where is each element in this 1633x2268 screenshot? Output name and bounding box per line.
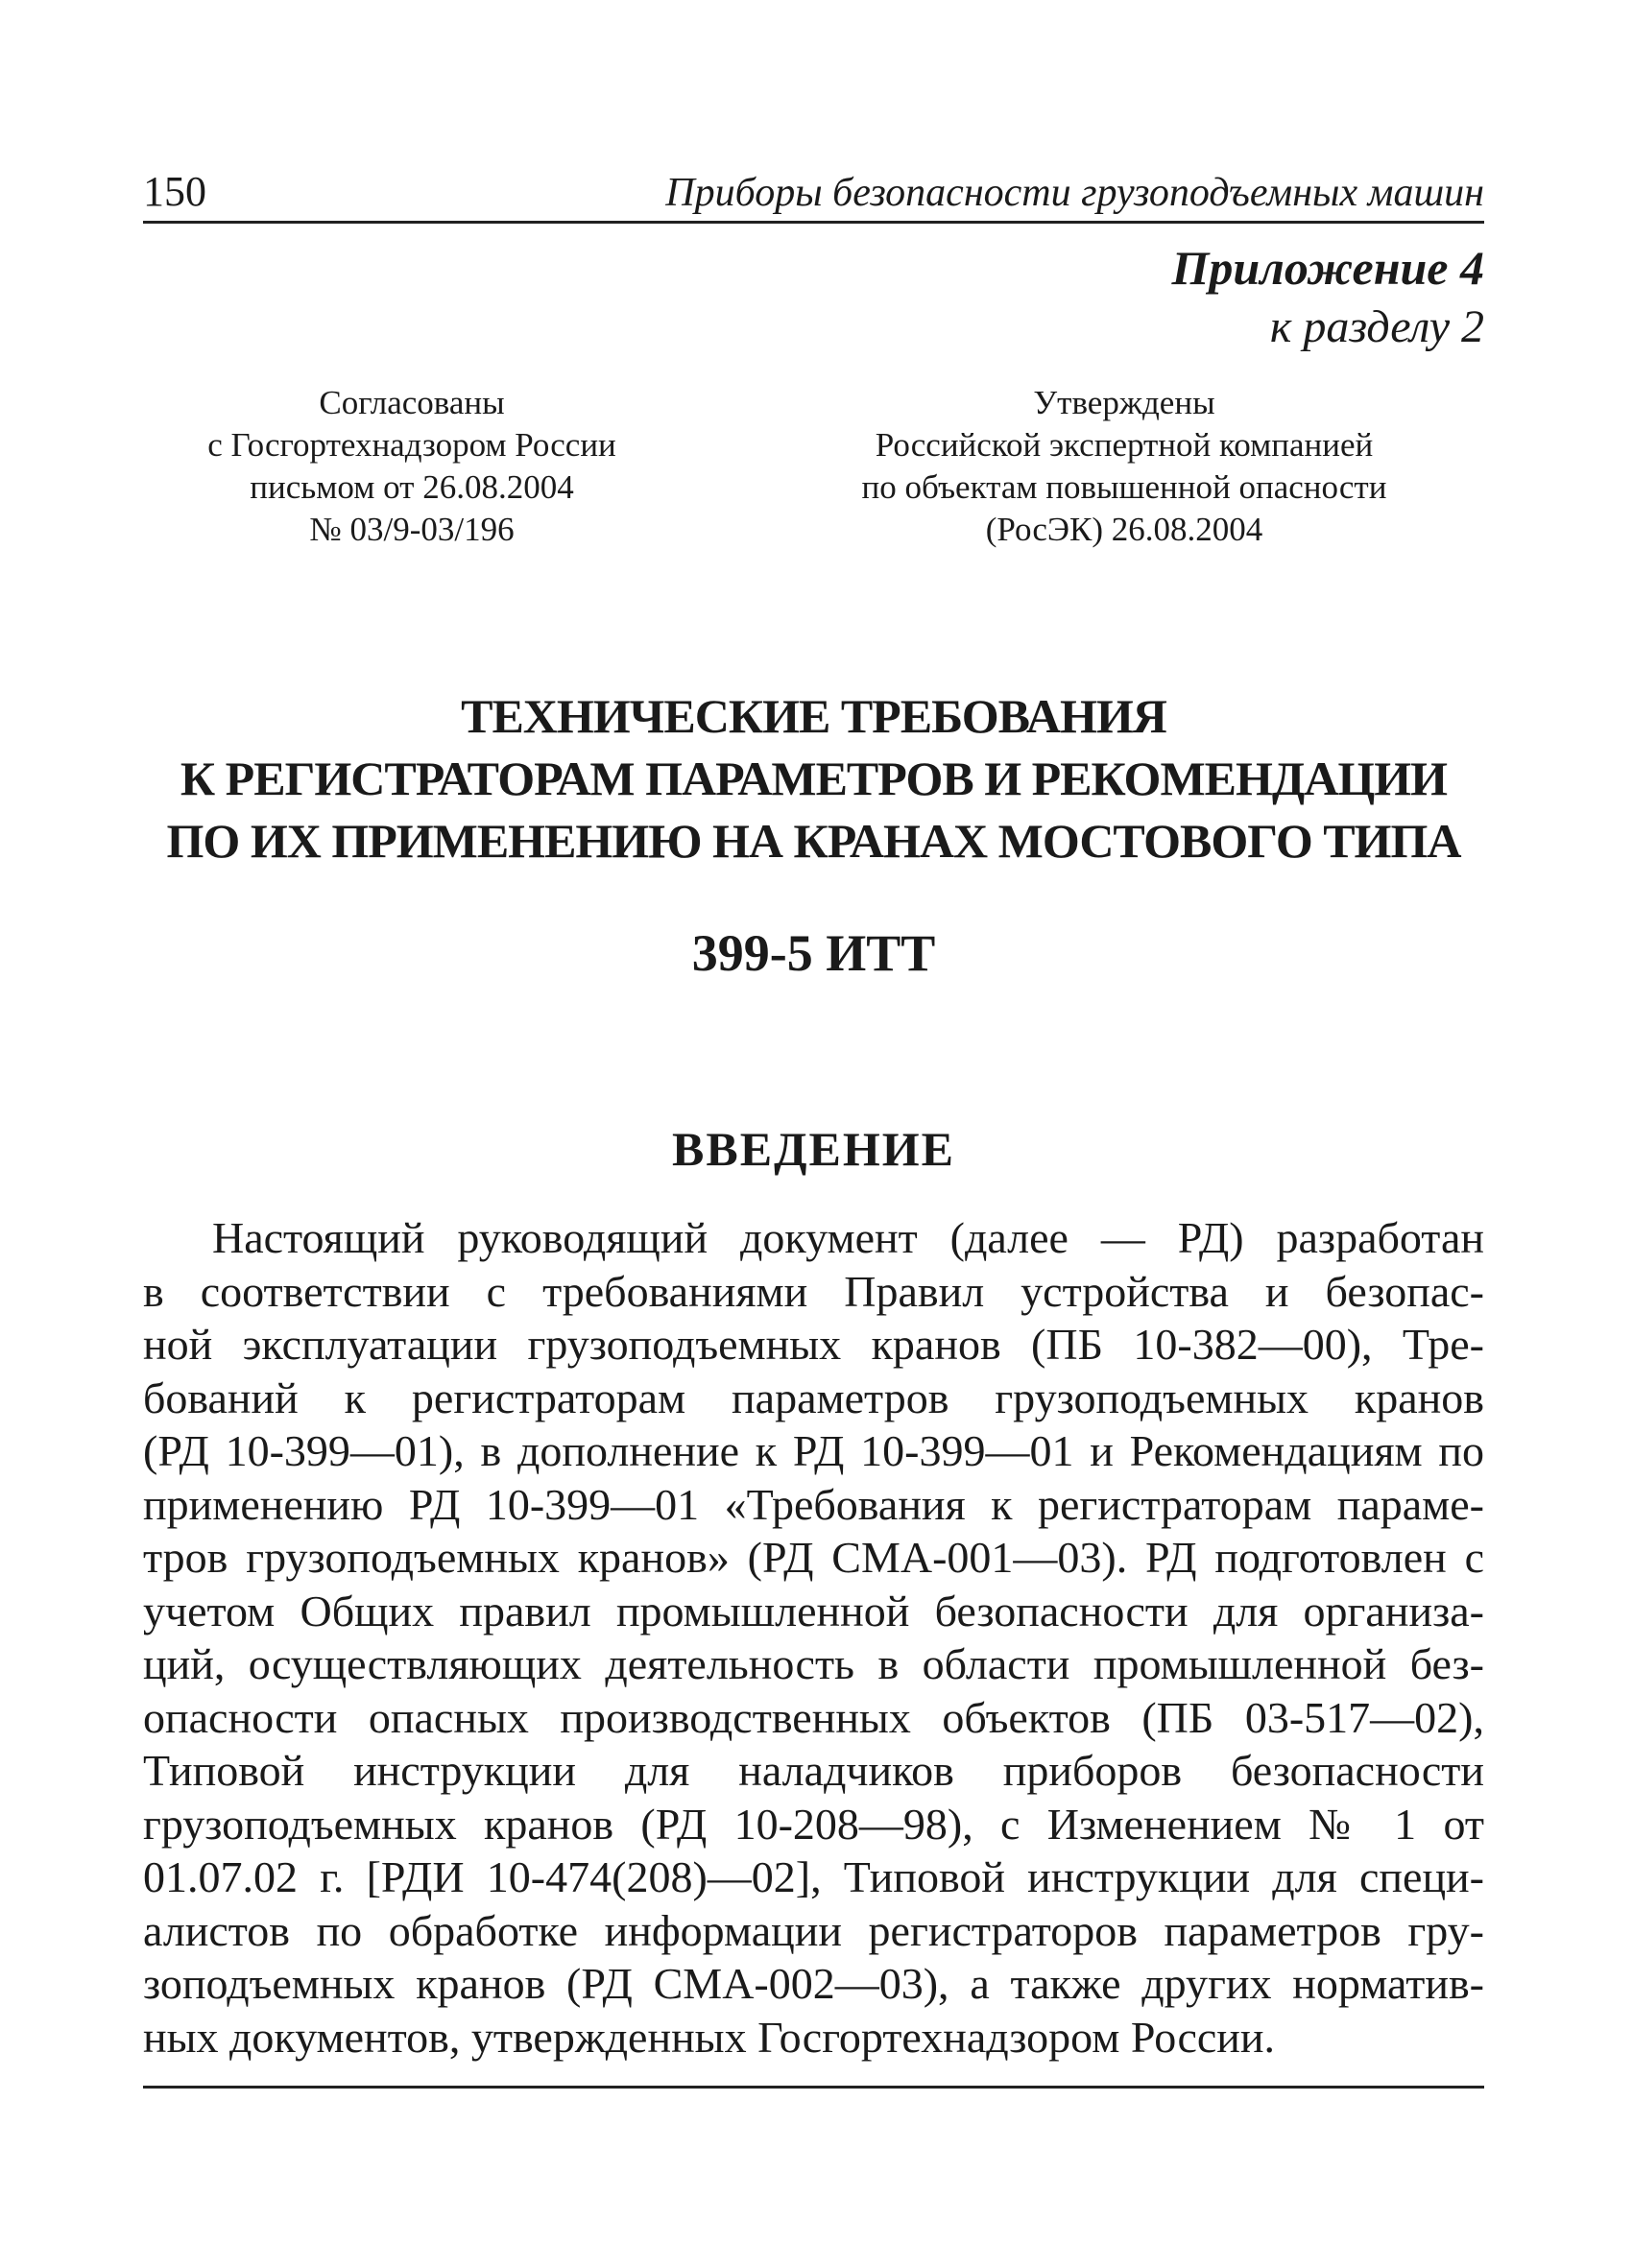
paragraph-line: тров грузоподъемных кранов» (РД СМА-001—03). РД подготовлен с — [143, 1533, 1484, 1582]
paragraph-line: учетом Общих правил промышленной безопасности для организа- — [143, 1586, 1484, 1635]
agreed-block — [143, 382, 681, 551]
paragraph-line: в соответствии с требованиями Правил устройства и безопас- — [143, 1266, 1484, 1316]
introduction-paragraph — [143, 1211, 1484, 2064]
running-header — [143, 161, 1484, 224]
paragraph-line: ций, осуществляющих деятельность в области промышленной без- — [143, 1639, 1484, 1688]
paragraph-line: применению РД 10-399—01 «Требования к регистраторам параме- — [143, 1479, 1484, 1529]
paragraph-line: ной эксплуатации грузоподъемных кранов (ПБ 10-382—00), Тре- — [143, 1320, 1484, 1369]
approved-block — [764, 382, 1484, 551]
agreed-line: Согласованы — [319, 384, 505, 421]
paragraph-line: 01.07.02 г. [РДИ 10-474(208)—02], Типовой инструкции для специ- — [143, 1852, 1484, 1901]
paragraph-line: Настоящий руководящий документ (далее — РД) разработан — [212, 1213, 1484, 1262]
approved-line: (РосЭК) 26.08.2004 — [985, 511, 1263, 548]
document-page — [143, 0, 1484, 2268]
paragraph-line: опасности опасных производственных объектов (ПБ 03-517—02), — [143, 1692, 1484, 1742]
agreed-line: письмом от 26.08.2004 — [250, 468, 574, 506]
paragraph-line: Типовой инструкции для наладчиков приборов безопасности — [143, 1746, 1484, 1795]
paragraph-line: алистов по обработке информации регистраторов параметров гру- — [143, 1905, 1484, 1955]
page-number: 150 — [143, 168, 206, 215]
appendix-section: к разделу 2 — [1269, 301, 1484, 352]
paragraph-line: ных документов, утвержденных Госгортехнадзором России. — [143, 2012, 1276, 2062]
footer-rule — [143, 2086, 1484, 2089]
running-title: Приборы безопасности грузоподъемных машин — [665, 171, 1484, 215]
title-line: ПО ИХ ПРИМЕНЕНИЮ НА КРАНАХ МОСТОВОГО ТИПА — [166, 814, 1461, 868]
title-line: ТЕХНИЧЕСКИЕ ТРЕБОВАНИЯ — [461, 689, 1166, 743]
approved-line: по объектам повышенной опасности — [861, 468, 1387, 506]
document-code: 399-5 ИТТ — [691, 924, 936, 982]
agreed-line: с Госгортехнадзором России — [207, 426, 616, 464]
paragraph-line: (РД 10-399—01), в дополнение к РД 10-399—01 и Рекомендациям по — [143, 1426, 1484, 1475]
agreed-line: № 03/9-03/196 — [309, 511, 515, 548]
paragraph-line: бований к регистраторам параметров грузоподъемных кранов — [143, 1373, 1484, 1422]
paragraph-line: зоподъемных кранов (РД СМА-002—03), а также других норматив- — [143, 1959, 1484, 2008]
appendix-mark — [1171, 238, 1484, 357]
title-line: К РЕГИСТРАТОРАМ ПАРАМЕТРОВ И РЕКОМЕНДАЦИИ — [180, 752, 1448, 805]
document-title — [143, 685, 1484, 872]
paragraph-line: грузоподъемных кранов (РД 10-208—98), с Изменением № 1 от — [143, 1799, 1484, 1849]
appendix-title: Приложение 4 — [1171, 241, 1484, 295]
approved-line: Утверждены — [1033, 384, 1215, 421]
introduction-heading: ВВЕДЕНИЕ — [672, 1122, 955, 1176]
approved-line: Российской экспертной компанией — [875, 426, 1374, 464]
